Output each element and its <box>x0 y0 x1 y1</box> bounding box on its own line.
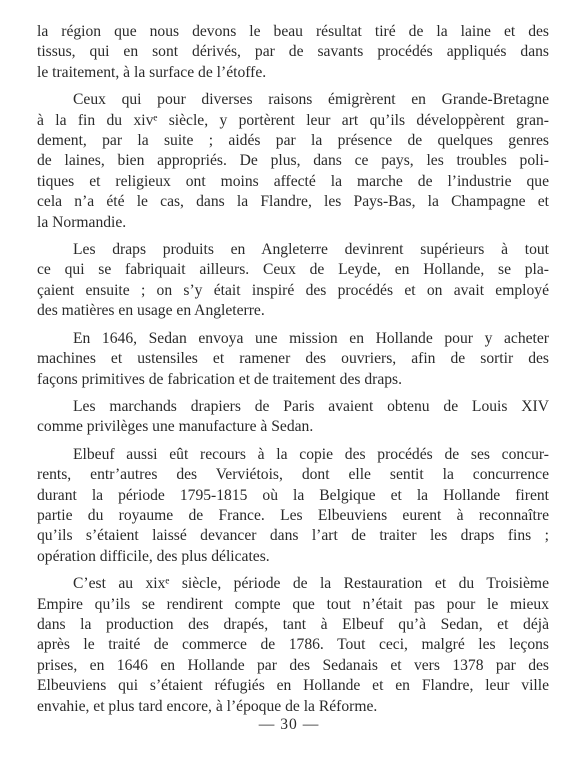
text-line: Les draps produits en Angleterre devinrent supérieurs à tout <box>73 241 549 259</box>
text-line: après le traité de commerce de 1786. Tout ceci, malgré les leçons <box>37 636 549 654</box>
text-line: prises, en 1646 en Hollande par des Sedanais et vers 1378 par des <box>37 656 549 674</box>
text-line: de laines, bien appropriés. De plus, dans ce pays, les troubles poli- <box>37 152 549 170</box>
text-line: des matières en usage en Angleterre. <box>37 302 265 320</box>
text-line: la région que nous devons le beau résultat tiré de la laine et des <box>37 23 549 40</box>
text-line: Les marchands drapiers de Paris avaient obtenu de Louis XIV <box>73 397 549 415</box>
text-line: Empire qu’ils se rendirent compte que tout n’était pas pour le mieux <box>37 595 549 613</box>
text-line: Elbeuf aussi eût recours à la copie des procédés de ses concur- <box>73 445 549 463</box>
text-line: durant la période 1795-1815 où la Belgique et la Hollande firent <box>37 486 549 504</box>
text-line: En 1646, Sedan envoya une mission en Hollande pour y acheter <box>73 329 549 347</box>
text-line: envahie, et plus tard encore, à l’époque de la Réforme. <box>37 697 378 715</box>
text-line: façons primitives de fabrication et de traitement des draps. <box>37 370 403 388</box>
text-line: comme privilèges une manufacture à Sedan. <box>37 418 314 436</box>
paragraph-1 <box>37 22 549 83</box>
text-line: C’est au xixᵉ siècle, période de la Restauration et du Troisième <box>73 575 549 593</box>
text-line: opération difficile, des plus délicates. <box>37 547 270 565</box>
page-number: — 30 — <box>258 716 320 733</box>
text-line: tiques et religieux ont moins affecté la marche de l’industrie que <box>37 172 549 190</box>
text-line: cela n’a été le cas, dans la Flandre, les Pays-Bas, la Champagne et <box>37 193 549 211</box>
text-line: à la fin du xivᵉ siècle, y portèrent leur art qu’ils développèrent gran- <box>37 111 549 129</box>
text-line: çaient ensuite ; on s’y était inspiré des procédés et on avait employé <box>37 281 549 299</box>
text-line: machines et ustensiles et ramener des ouvriers, afin de sortir des <box>37 350 549 368</box>
paragraph-7 <box>37 574 549 717</box>
text-line: ce qui se fabriquait ailleurs. Ceux de Leyde, en Hollande, se pla- <box>37 261 549 279</box>
text-line: Elbeuviens qui s’étaient réfugiés en Hollande et en Flandre, leur ville <box>37 677 549 695</box>
paragraph-5 <box>37 397 549 438</box>
text-line: qu’ils s’étaient laissé devancer dans l’art de traiter les draps fins ; <box>37 527 549 545</box>
page-body <box>37 22 549 724</box>
text-line: dement, par la suite ; aidés par la présence de quelques genres <box>37 132 549 150</box>
text-line: partie du royaume de France. Les Elbeuviens eurent à reconnaître <box>37 506 549 524</box>
text-line: le traitement, à la surface de l’étoffe. <box>37 63 267 81</box>
text-line: tissus, qui en sont dérivés, par de savants procédés appliqués dans <box>37 43 549 61</box>
text-line: la Normandie. <box>37 213 127 231</box>
text-line: rents, entr’autres des Verviétois, dont elle sentit la concurrence <box>37 466 549 484</box>
paragraph-4 <box>37 329 549 390</box>
paragraph-2 <box>37 90 549 233</box>
paragraph-3 <box>37 240 549 322</box>
text-line: dans la production des drapés, tant à Elbeuf qu’à Sedan, et déjà <box>37 615 549 633</box>
text-line: Ceux qui pour diverses raisons émigrèrent en Grande-Bretagne <box>73 91 549 109</box>
paragraph-6 <box>37 445 549 567</box>
